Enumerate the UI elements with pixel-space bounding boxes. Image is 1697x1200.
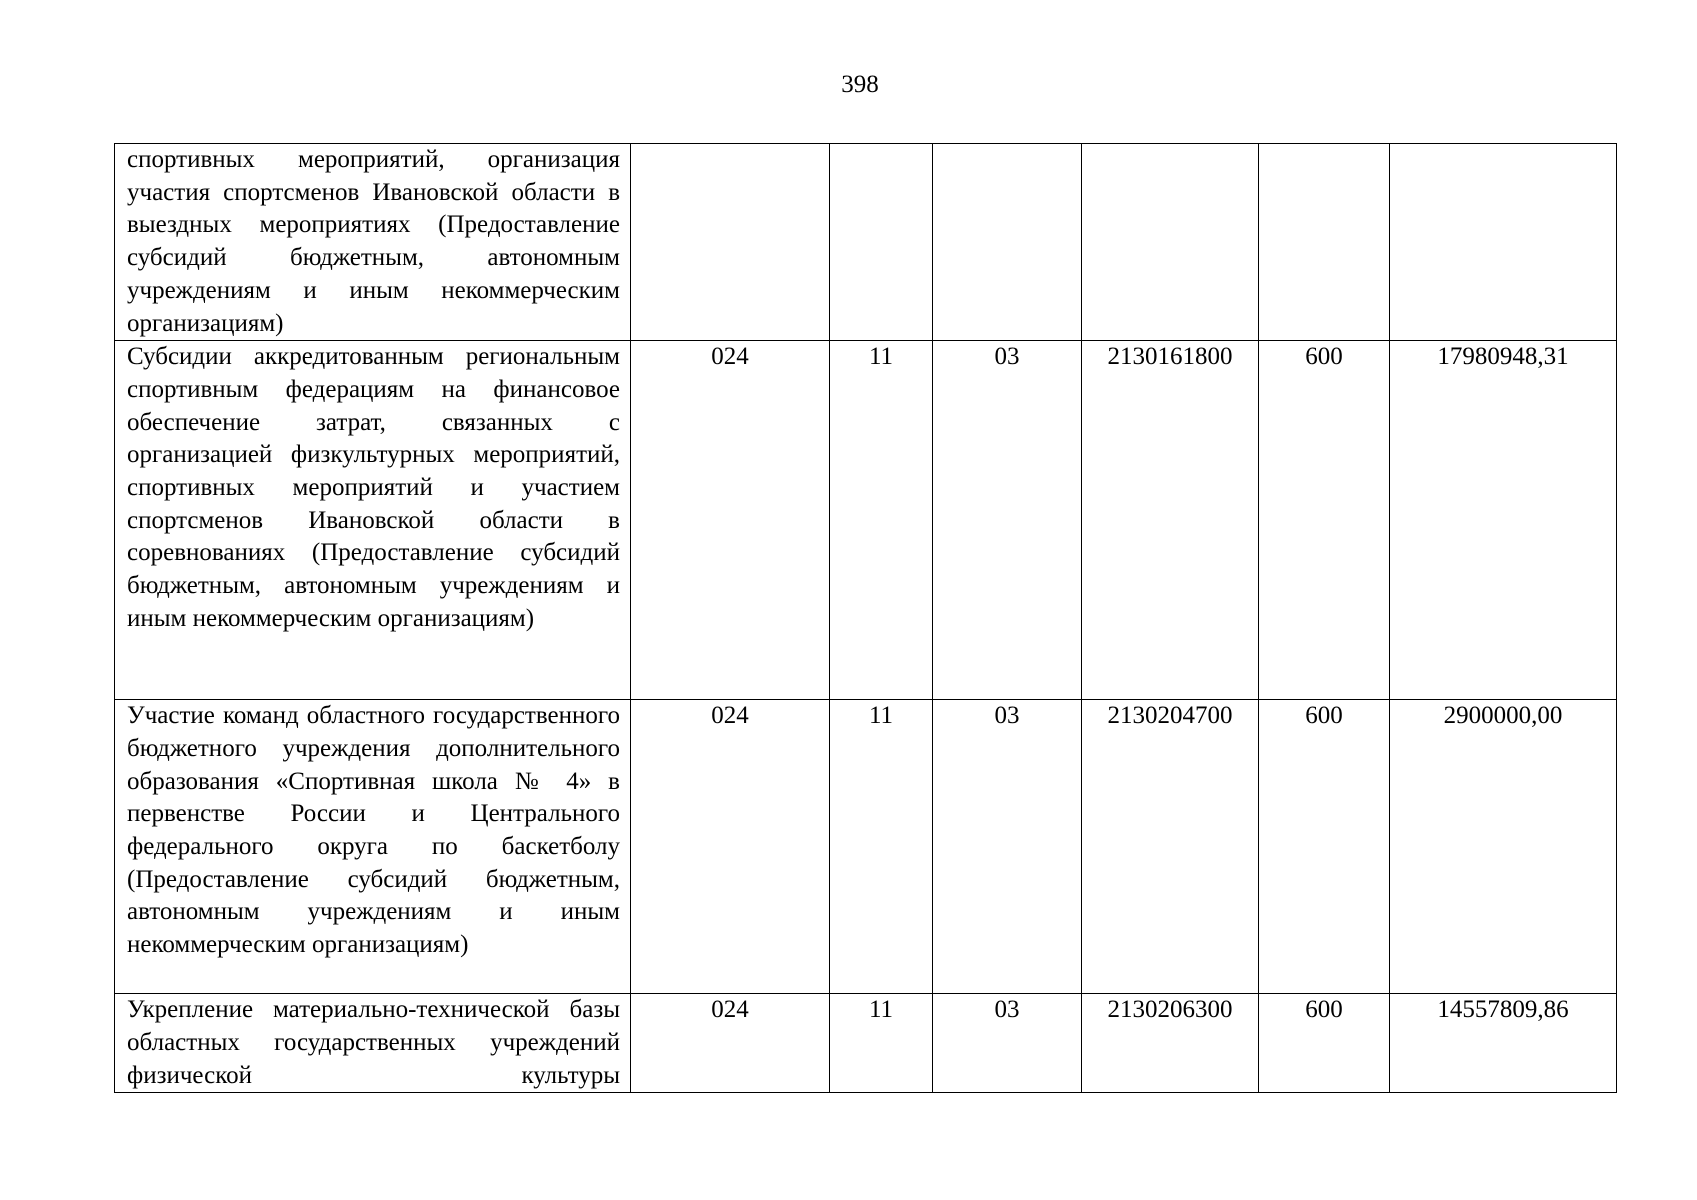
page-number: 398 bbox=[841, 71, 879, 98]
budget-table bbox=[114, 143, 1617, 1093]
target-article-cell: 2130161800 bbox=[1082, 341, 1259, 700]
row-description: Участие команд областного государственного бюджетного учреждения дополнительного образования «Спортивная школа № 4» в первенстве России и Центрального федерального округа по баскетболу (Предоставление субсидий бюджетным, автономным учреждениям и иным некоммерческим организациям) bbox=[115, 700, 631, 994]
target-article-cell: 2130204700 bbox=[1082, 700, 1259, 994]
section-code-cell: 11 bbox=[830, 341, 933, 700]
section-code-cell: 11 bbox=[830, 700, 933, 994]
ministry-code-cell: 024 bbox=[631, 700, 830, 994]
amount-cell: 17980948,31 bbox=[1390, 341, 1617, 700]
table-row bbox=[115, 341, 1617, 700]
ministry-code-cell: 024 bbox=[631, 994, 830, 1093]
row-description: Субсидии аккредитованным региональным спортивным федерациям на финансовое обеспечение затрат, связанных с организацией физкультурных мероприятий, спортивных мероприятий и участием спортсменов Ивановской области в соревнованиях (Предоставление субсидий бюджетным, автономным учреждениям и иным некоммерческим организациям) bbox=[115, 341, 631, 700]
subsection-code-cell: 03 bbox=[933, 994, 1082, 1093]
expense-type-cell: 600 bbox=[1259, 994, 1390, 1093]
table-row bbox=[115, 994, 1617, 1093]
section-code-cell bbox=[830, 144, 933, 341]
subsection-code-cell: 03 bbox=[933, 341, 1082, 700]
amount-cell: 14557809,86 bbox=[1390, 994, 1617, 1093]
row-description: спортивных мероприятий, организация участия спортсменов Ивановской области в выездных мероприятиях (Предоставление субсидий бюджетным, автономным учреждениям и иным некоммерческим организациям) bbox=[115, 144, 631, 341]
section-code-cell: 11 bbox=[830, 994, 933, 1093]
expense-type-cell: 600 bbox=[1259, 700, 1390, 994]
amount-cell: 2900000,00 bbox=[1390, 700, 1617, 994]
table-row bbox=[115, 144, 1617, 341]
row-description: Укрепление материально-технической базы областных государственных учреждений физической культуры bbox=[115, 994, 631, 1093]
amount-cell bbox=[1390, 144, 1617, 341]
expense-type-cell: 600 bbox=[1259, 341, 1390, 700]
subsection-code-cell bbox=[933, 144, 1082, 341]
ministry-code-cell bbox=[631, 144, 830, 341]
target-article-cell bbox=[1082, 144, 1259, 341]
ministry-code-cell: 024 bbox=[631, 341, 830, 700]
expense-type-cell bbox=[1259, 144, 1390, 341]
subsection-code-cell: 03 bbox=[933, 700, 1082, 994]
table-row bbox=[115, 700, 1617, 994]
target-article-cell: 2130206300 bbox=[1082, 994, 1259, 1093]
